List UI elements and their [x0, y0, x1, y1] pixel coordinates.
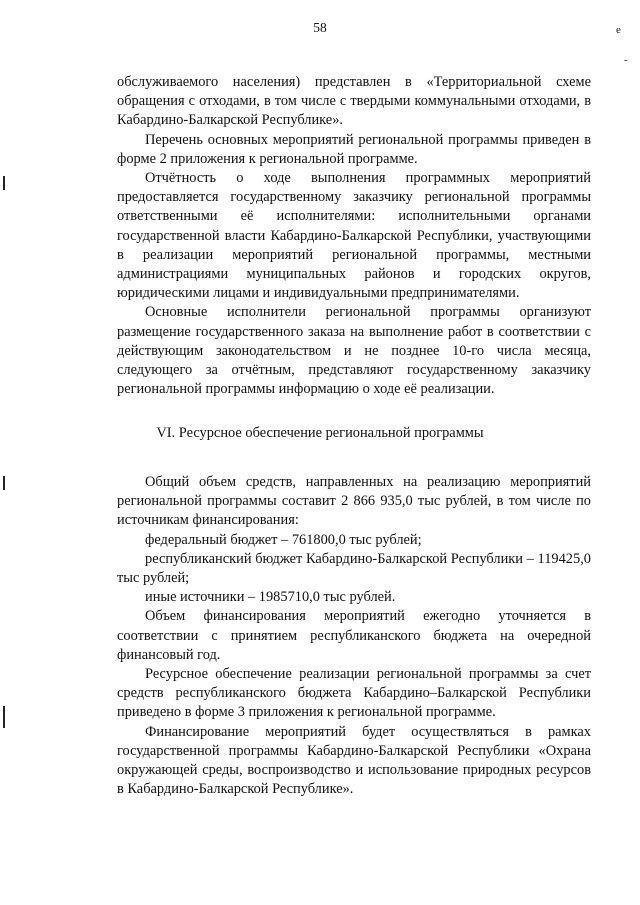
paragraph: Объем финансирования мероприятий ежегодно уточняется в соответствии с принятием республиканского бюджета на очередной финансовый год.	[117, 608, 591, 663]
paragraph: федеральный бюджет – 761800,0 тыс рублей;	[145, 531, 422, 548]
scan-mark: -	[624, 54, 628, 66]
page-number: 58	[313, 20, 327, 35]
margin-mark	[3, 176, 5, 190]
paragraph: Перечень основных мероприятий региональной программы приведен в форме 2 приложения к региональной программе.	[117, 131, 591, 167]
paragraph: Основные исполнители региональной программы организуют размещение государственного заказа на выполнение работ в соответствии с действующим законодательством и не позднее 10-го числа месяца, следующего за отчётным, представляют государственному заказчику региональной программы информацию о ходе её реализации.	[117, 304, 591, 398]
paragraph: Финансирование мероприятий будет осуществляться в рамках государственной программы Кабардино-Балкарской Республики «Охрана окружающей среды, воспроизводство и использование природных ресурсов в Кабардино-Балкарской Республике».	[117, 723, 591, 798]
paragraph: республиканский бюджет Кабардино-Балкарской Республики – 119425,0 тыс рублей;	[117, 550, 591, 587]
paragraph: иные источники – 1985710,0 тыс рублей.	[145, 589, 396, 606]
paragraph: обслуживаемого населения) представлен в «Территориальной схеме обращения с отходами, в том числе с твердыми коммунальными отходами, в Кабардино-Балкарской Республике».	[117, 74, 591, 129]
scan-mark: е	[616, 24, 621, 36]
body-text-section-1	[117, 73, 591, 399]
paragraph: Отчётность о ходе выполнения программных мероприятий предоставляется государственному заказчику региональной программы ответственными её исполнителями: исполнительными органами государственной власти Кабардино-Балкарской Республики, участвующими в реализации мероприятий региональной программы, местными администрациями муниципальных районов и городских округов, юридическими лицами и индивидуальными предпринимателями.	[117, 170, 591, 302]
margin-mark	[3, 476, 5, 490]
margin-mark	[3, 706, 5, 728]
body-text-section-2	[117, 473, 591, 799]
paragraph: Ресурсное обеспечение реализации региональной программы за счет средств республиканского бюджета Кабардино–Балкарской Республики приведено в форме 3 приложения к региональной программе.	[117, 666, 591, 721]
section-heading: VI. Ресурсное обеспечение региональной программы	[156, 425, 484, 441]
paragraph: Общий объем средств, направленных на реализацию мероприятий региональной программы составит 2 866 935,0 тыс рублей, в том числе по источникам финансирования:	[117, 474, 591, 529]
